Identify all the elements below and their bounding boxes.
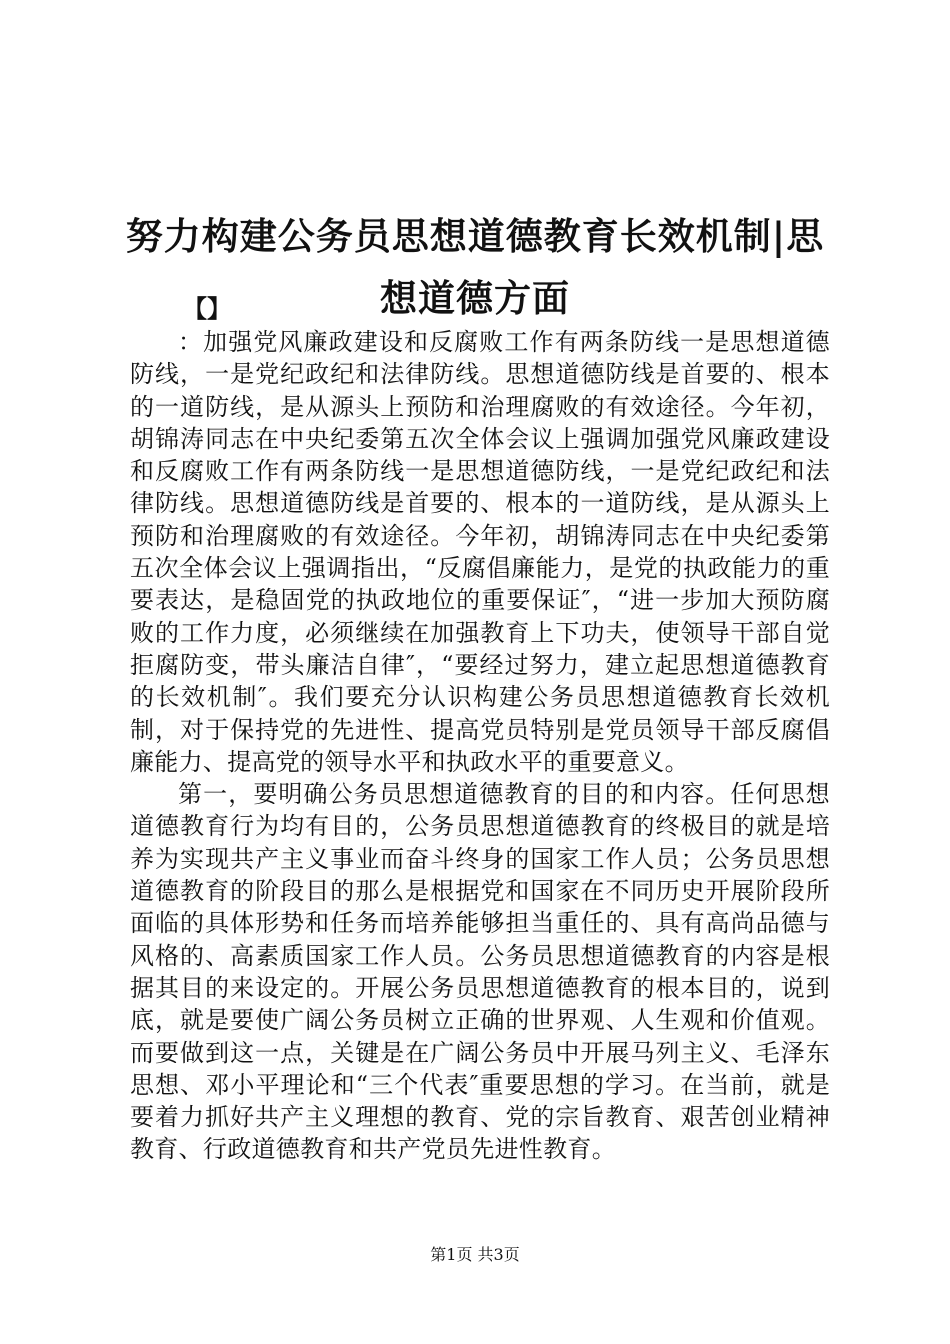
page-number-footer: 第1页 共3页 [430, 1245, 520, 1264]
document-body [130, 326, 830, 1166]
paragraph-intro: ：加强党风廉政建设和反腐败工作有两条防线一是思想道德防线，一是党纪政纪和法律防线。思想道德防线是首要的、根本的一道防线，是从源头上预防和治理腐败的有效途径。今年初，胡锦涛同志在中央纪委第五次全体会议上强调加强党风廉政建设和反腐败工作有两条防线一是思想道德防线，一是党纪政纪和法律防线。思想道德防线是首要的、根本的一道防线，是从源头上预防和治理腐败的有效途径。今年初，胡锦涛同志在中央纪委第五次全体会议上强调指出，“反腐倡廉能力，是党的执政能力的重要表达，是稳固党的执政地位的重要保证″，“进一步加大预防腐败的工作力度，必须继续在加强教育上下功夫，使领导干部自觉拒腐防变，带头廉洁自律″，“要经过努力，建立起思想道德教育的长效机制″。我们要充分认识构建公务员思想道德教育长效机制，对于保持党的先进性、提高党员特别是党员领导干部反腐倡廉能力、提高党的领导水平和执政水平的重要意义。 [130, 328, 830, 776]
document-title: 努力构建公务员思想道德教育长效机制|思想道德方面 [125, 213, 825, 320]
paragraph-first-point: 第一，要明确公务员思想道德教育的目的和内容。任何思想道德教育行为均有目的，公务员思想道德教育的终极目的就是培养为实现共产主义事业而奋斗终身的国家工作人员；公务员思想道德教育的阶段目的那么是根据党和国家在不同历史开展阶段所面临的具体形势和任务而培养能够担当重任的、具有高尚品德与风格的、高素质国家工作人员。公务员思想道德教育的内容是根据其目的来设定的。开展公务员思想道德教育的根本目的，说到底，就是要使广阔公务员树立正确的世界观、人生观和价值观。而要做到这一点，关键是在广阔公务员中开展马列主义、毛泽东思想、邓小平理论和“三个代表″重要思想的学习。在当前，就是要着力抓好共产主义理想的教育、党的宗旨教育、艰苦创业精神教育、行政道德教育和共产党员先进性教育。 [130, 780, 830, 1164]
bracket-marker: 【】 [183, 294, 231, 323]
